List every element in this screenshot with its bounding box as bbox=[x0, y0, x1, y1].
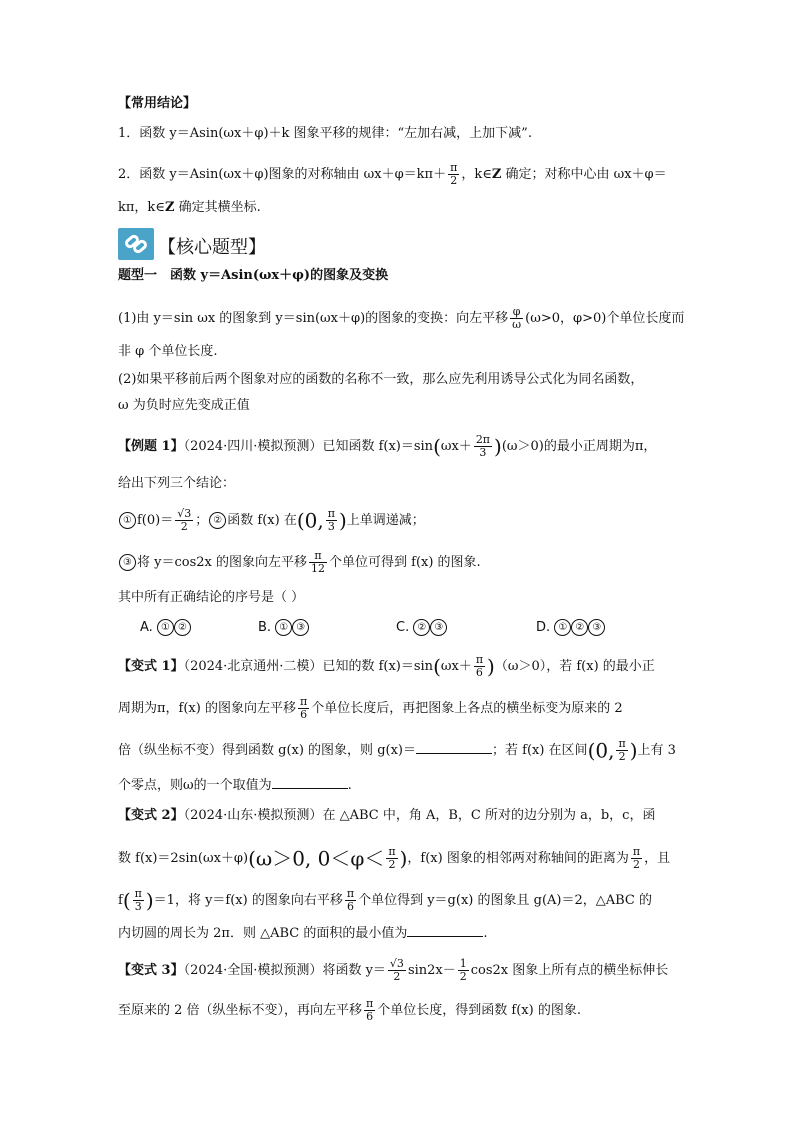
common-conclusions-heading: 【常用结论】 bbox=[118, 96, 197, 111]
variant3-line1: 【变式 3】（2024·全国·模拟预测）将函数 y＝ $\frac{√3}{2}$ sin2x－ $\frac{1}{2}$ cos2x 图象上所有点的横坐标伸长 bbox=[118, 957, 669, 983]
note-1: (1)由 y＝sin ωx 的图象到 y＝sin(ωx＋φ)的图象的变换：向左平移 $\frac{\varphi}{\omega}$ (ω>0，φ>0)个单位长度而 bbox=[118, 305, 685, 331]
variant1-line3: 倍（纵坐标不变）得到函数 g(x) 的图象，则 g(x)＝ ；若 f(x) 在区间(0, $\frac{\pi}{2}$ )上有 3 bbox=[118, 737, 676, 763]
example1-stem: 【例题 1】（2024·四川·模拟预测）已知函数 f(x)＝sin(ωx＋ $\frac{2\pi}{3}$ )(ω＞0)的最小正周期为π， bbox=[118, 433, 657, 459]
variant2-line2: 数 f(x)＝2sin(ωx＋φ)(ω＞0, 0＜φ＜ $\frac{\pi}{2}$ )，f(x) 图象的相邻两对称轴间的距离为 $\frac{\pi}{2}$ ，且 bbox=[118, 845, 671, 871]
fraction: $\frac{\pi}{2}$ bbox=[632, 845, 641, 871]
option-d[interactable]: D. ① ② ③ bbox=[536, 618, 605, 638]
conclusion-item-1: 1．函数 y＝Asin(ωx＋φ)＋k 图象平移的规律：“左加右减，上加下减”. bbox=[118, 126, 532, 141]
link-icon bbox=[118, 228, 154, 260]
example1-line2: 给出下列三个结论： bbox=[118, 476, 236, 491]
circled-number: ① bbox=[554, 619, 571, 636]
fraction: $\frac{1}{2}$ bbox=[459, 957, 467, 983]
note-2: (2)如果平移前后两个图象对应的函数的名称不一致，那么应先利用诱导公式化为同名函数， bbox=[118, 372, 644, 387]
fraction: $\frac{\pi}{3}$ bbox=[134, 887, 142, 913]
example1-question: 其中所有正确结论的序号是（ ） bbox=[118, 590, 305, 605]
option-c[interactable]: C. ② ③ bbox=[396, 618, 447, 638]
type1-title: 题型一 函数 y＝Asin(ωx＋φ)的图象及变换 bbox=[118, 268, 389, 283]
fraction: $\frac{\pi}{2}$ bbox=[388, 845, 396, 871]
circled-number: ③ bbox=[119, 554, 136, 571]
conclusion-item-2: 2．函数 y＝Asin(ωx＋φ)图象的对称轴由 ωx＋φ＝kπ＋ $\frac{\pi}{2}$ ，k∈Z 确定；对称中心由 ωx＋φ＝ bbox=[118, 161, 667, 187]
variant1-line4: 个零点，则ω的一个取值为 . bbox=[118, 774, 352, 796]
variant1-line1: 【变式 1】（2024·北京通州·二模）已知的数 f(x)＝sin(ωx＋ $\frac{\pi}{6}$ )（ω＞0），若 f(x) 的最小正 bbox=[118, 653, 655, 679]
answer-blank[interactable] bbox=[416, 739, 492, 754]
example1-conclusions-1-2: ① f(0)＝ $\frac{√3}{2}$ ； ② 函数 f(x) 在(0, $\frac{\pi}{3}$ )上单调递减； bbox=[118, 508, 425, 533]
option-a[interactable]: A. ① ② bbox=[140, 618, 191, 638]
variant2-line3: f( $\frac{\pi}{3}$ )＝1，将 y＝f(x) 的图象向右平移 $\frac{\pi}{6}$ 个单位得到 y＝g(x) 的图象且 g(A)＝2，△ABC 的 bbox=[118, 887, 653, 913]
circled-number: ② bbox=[571, 619, 588, 636]
fraction: $\frac{√3}{2}$ bbox=[389, 957, 404, 983]
variant3-line2: 至原来的 2 倍（纵坐标不变），再向左平移 $\frac{\pi}{6}$ 个单位长度，得到函数 f(x) 的图象. bbox=[118, 997, 581, 1023]
circled-number: ① bbox=[119, 512, 136, 529]
fraction: $\frac{\pi}{6}$ bbox=[299, 695, 308, 721]
circled-number: ② bbox=[209, 512, 226, 529]
example1-conclusion-3: ③ 将 y＝cos2x 的图象向左平移 $\frac{\pi}{12}$ 个单位可得到 f(x) 的图象. bbox=[118, 550, 481, 575]
fraction: $\frac{\pi}{6}$ bbox=[346, 887, 355, 913]
core-section-title: 【核心题型】 bbox=[158, 237, 266, 258]
circled-number: ③ bbox=[430, 619, 447, 636]
fraction: $\frac{\pi}{12}$ bbox=[311, 549, 325, 575]
note-1-cont: 非 φ 个单位长度. bbox=[118, 344, 218, 359]
note-2-cont: ω 为负时应先变成正值 bbox=[118, 398, 250, 413]
fraction: $\frac{\pi}{6}$ bbox=[366, 997, 374, 1023]
circled-number: ③ bbox=[588, 619, 605, 636]
fraction: $\frac{\varphi}{\omega}$ bbox=[512, 305, 522, 331]
fraction: $\frac{\pi}{2}$ bbox=[618, 737, 626, 763]
option-b[interactable]: B. ① ③ bbox=[258, 618, 309, 638]
fraction: $\frac{2\pi}{3}$ bbox=[475, 433, 491, 459]
circled-number: ② bbox=[174, 619, 191, 636]
circled-number: ② bbox=[413, 619, 430, 636]
fraction: $\frac{√3}{2}$ bbox=[177, 507, 192, 533]
circled-number: ① bbox=[275, 619, 292, 636]
circled-number: ③ bbox=[292, 619, 309, 636]
variant1-line2: 周期为π，f(x) 的图象向左平移 $\frac{\pi}{6}$ 个单位长度后，再把图象上各点的横坐标变为原来的 2 bbox=[118, 695, 623, 721]
fraction: $\frac{\pi}{6}$ bbox=[475, 653, 484, 679]
answer-blank[interactable] bbox=[272, 774, 348, 789]
circled-number: ① bbox=[157, 619, 174, 636]
variant2-line1: 【变式 2】（2024·山东·模拟预测）在 △ABC 中，角 A，B，C 所对的边分别为 a，b，c，函 bbox=[118, 808, 656, 823]
fraction: $\frac{\pi}{3}$ bbox=[327, 507, 335, 533]
conclusion-item-2-cont: kπ，k∈Z 确定其横坐标. bbox=[118, 200, 261, 215]
variant2-line4: 内切圆的周长为 2π．则 △ABC 的面积的最小值为 . bbox=[118, 922, 487, 944]
fraction: $\frac{\pi}{2}$ bbox=[450, 161, 458, 187]
answer-blank[interactable] bbox=[407, 922, 483, 937]
